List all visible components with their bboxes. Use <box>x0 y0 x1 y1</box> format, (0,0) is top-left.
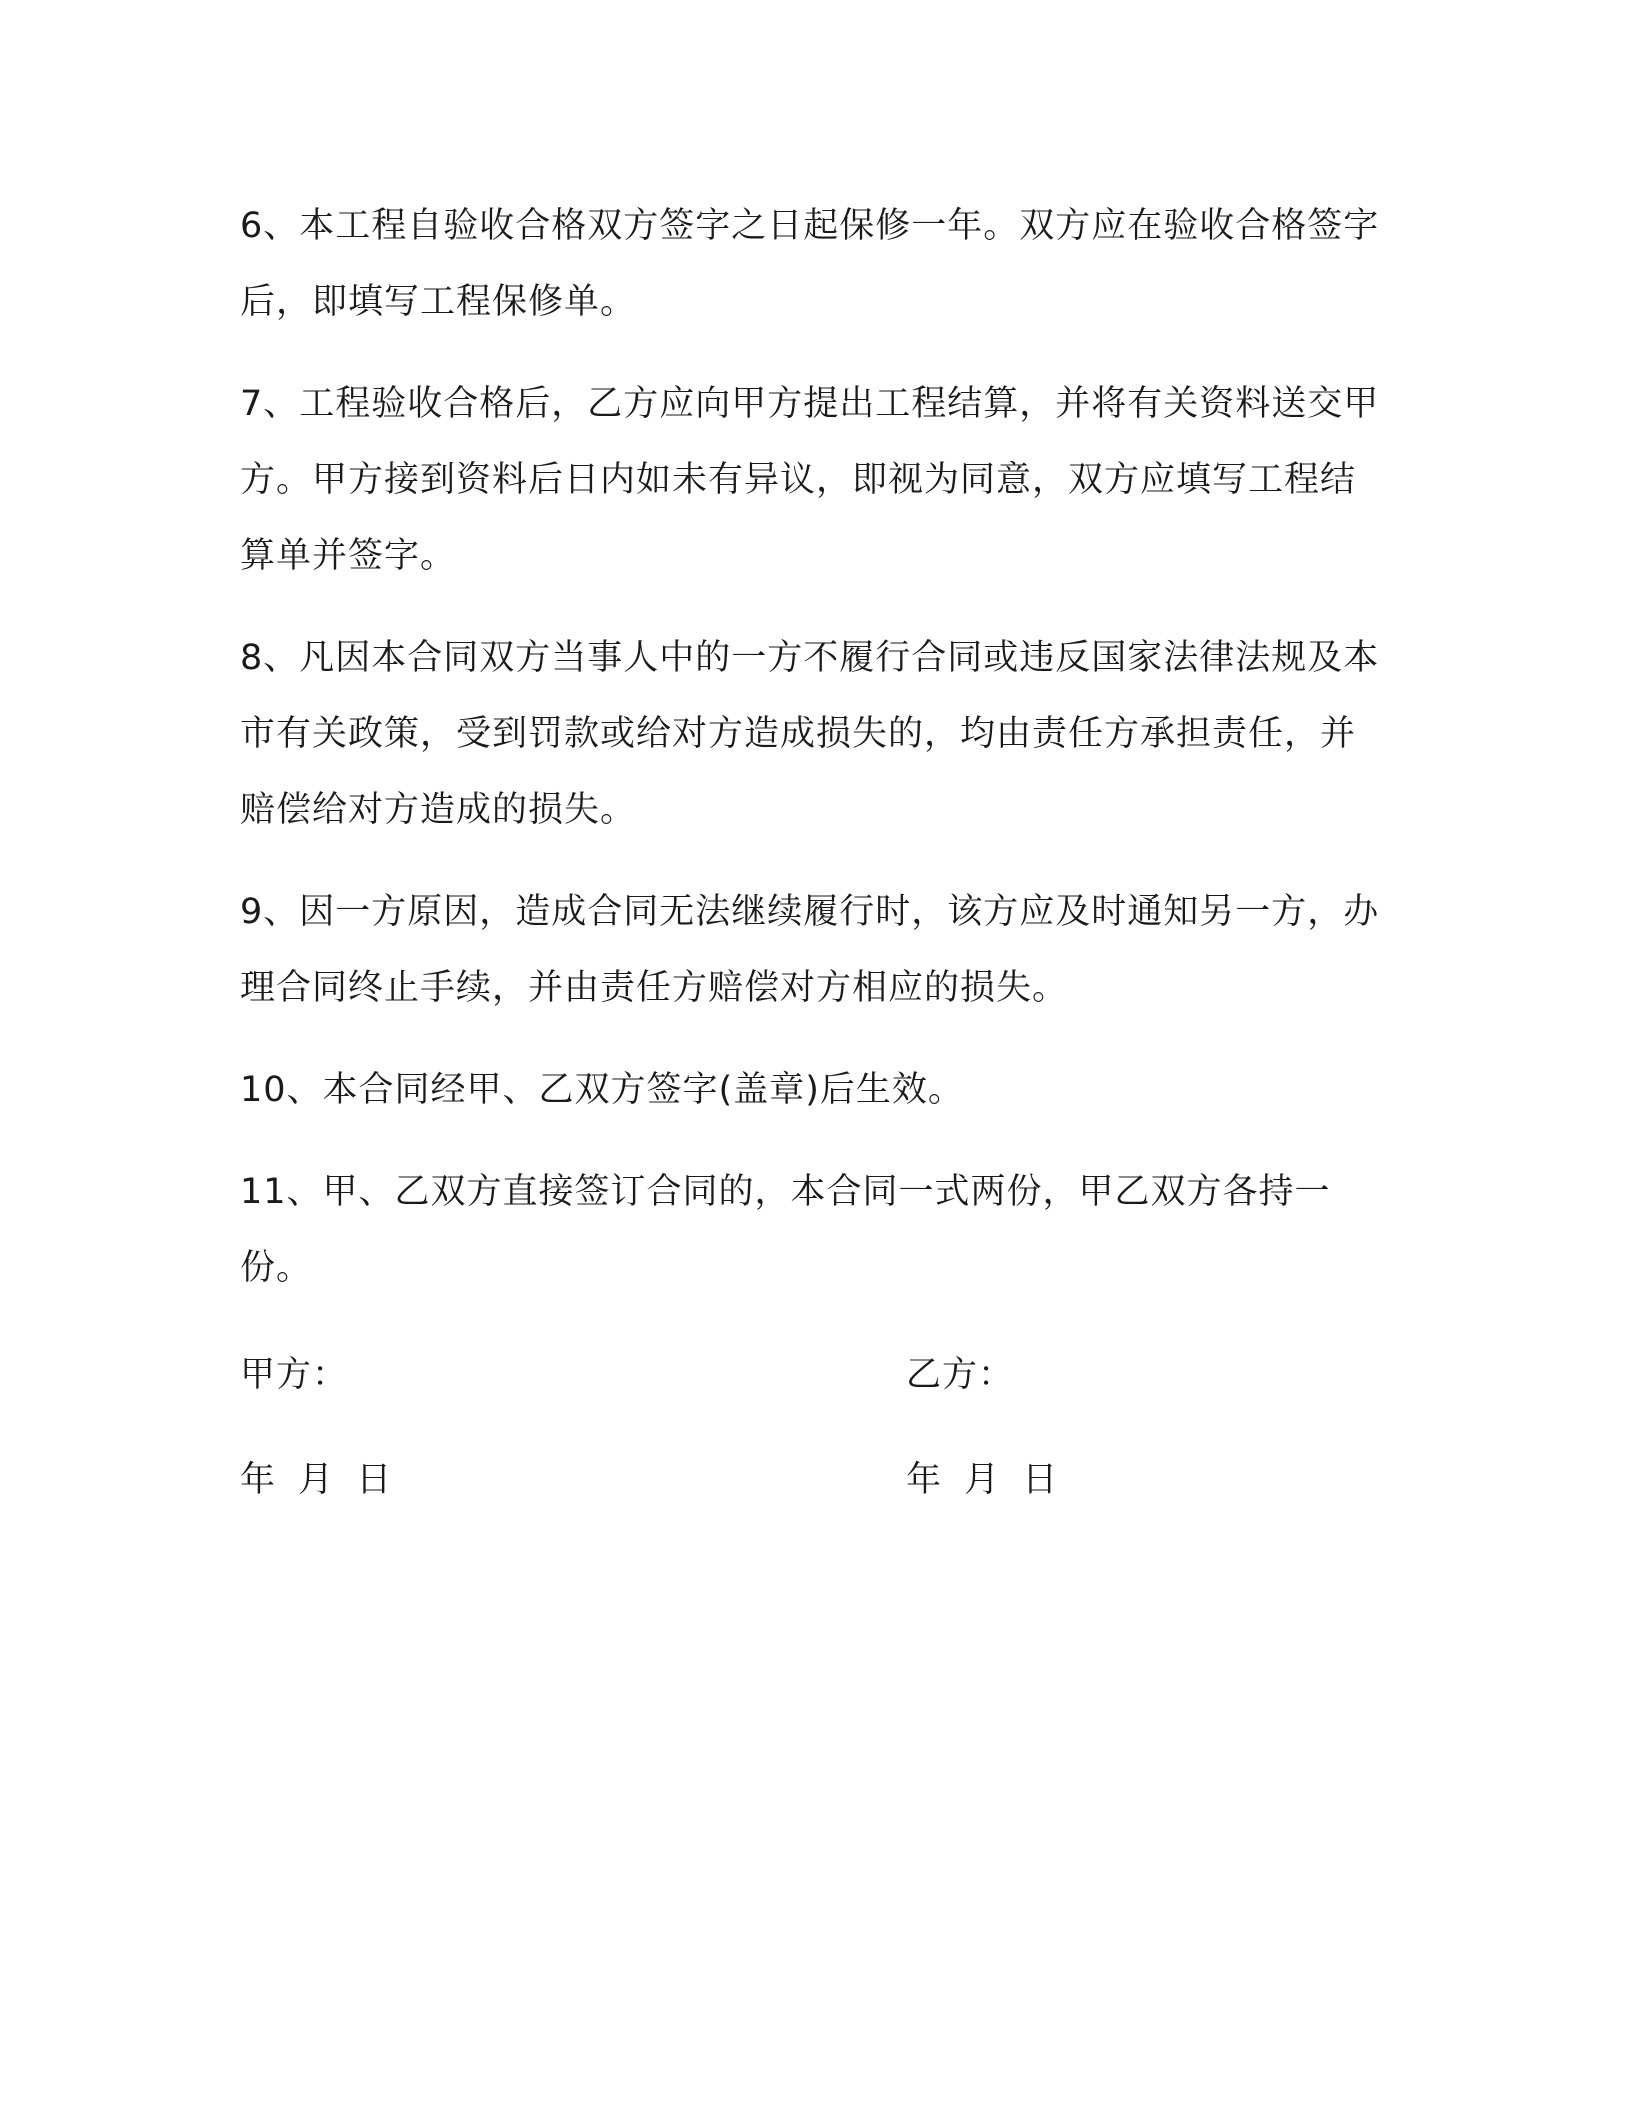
contract-clauses <box>240 188 1390 1332</box>
signature-date-row <box>240 1450 1390 1510</box>
clause-7: 7、工程验收合格后，乙方应向甲方提出工程结算，并将有关资料送交甲方。甲方接到资料后日内如未有异议，即视为同意，双方应填写工程结算单并签字。 <box>240 384 1380 576</box>
clause-10: 10、本合同经甲、乙双方签字(盖章)后生效。 <box>240 1070 964 1110</box>
party-a-label: 甲方： <box>240 1355 349 1395</box>
clause-8: 8、凡因本合同双方当事人中的一方不履行合同或违反国家法律法规及本市有关政策，受到罚款或给对方造成损失的，均由责任方承担责任，并赔偿给对方造成的损失。 <box>240 638 1380 830</box>
party-b-date: 年 月 日 <box>906 1460 1059 1500</box>
party-a-date: 年 月 日 <box>240 1460 393 1500</box>
clause-6: 6、本工程自验收合格双方签字之日起保修一年。双方应在验收合格签字后，即填写工程保修单。 <box>240 206 1380 322</box>
signature-party-row <box>240 1345 1390 1405</box>
clause-11: 11、甲、乙双方直接签订合同的，本合同一式两份，甲乙双方各持一份。 <box>240 1172 1331 1288</box>
party-b-label: 乙方： <box>906 1355 1015 1395</box>
clause-9: 9、因一方原因，造成合同无法继续履行时，该方应及时通知另一方，办理合同终止手续，并由责任方赔偿对方相应的损失。 <box>240 892 1380 1008</box>
